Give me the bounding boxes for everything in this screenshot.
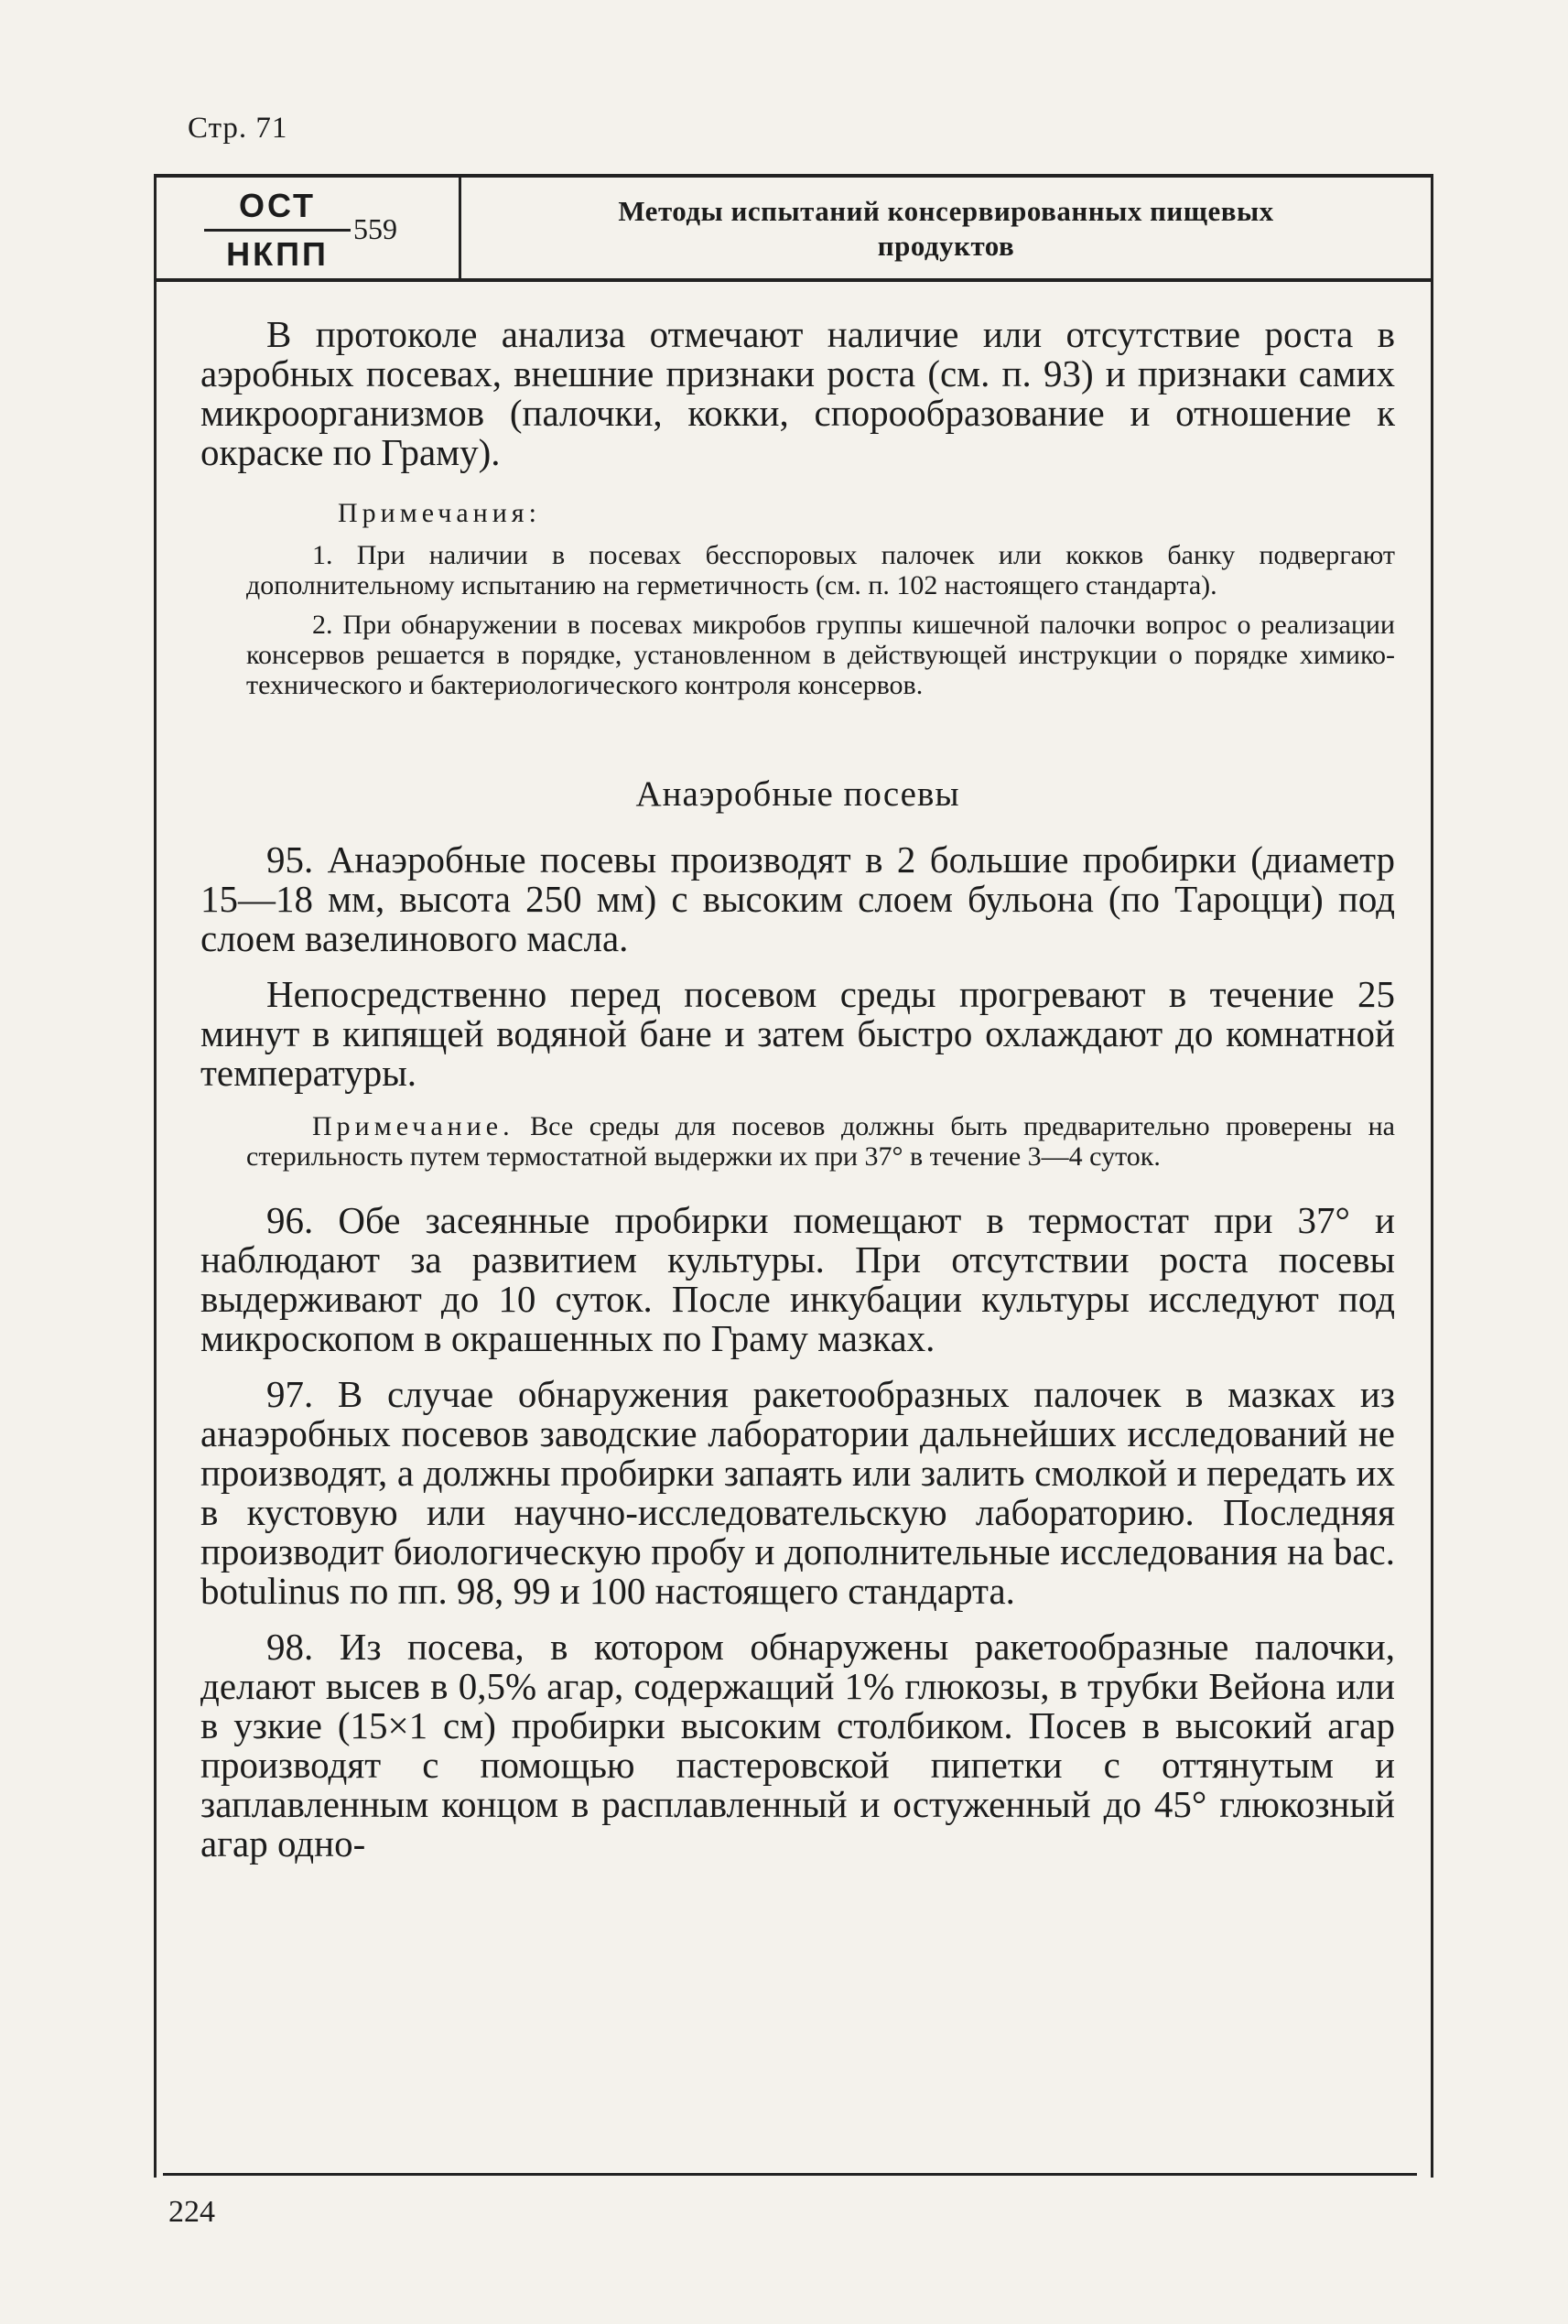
page-content <box>200 315 1395 1864</box>
notes-label: Примечания: <box>338 498 541 528</box>
inline-note-text: Все среды для посевов должны быть предварительно проверены на стерильность путем термостатной выдержки их при 37° в течение 3—4 суток. <box>246 1111 1395 1172</box>
paragraph-97: 97. В случае обнаружения ракетообразных палочек в мазках из анаэробных посевов заводские лаборатории дальнейших исследований не производят, а должны пробирки запаять или залить смолкой и передать их в кустовую или научно-исследовательскую лабораторию. Последняя производит биологическую пробу и дополнительные исследования на bac. botulinus по пп. 98, 99 и 100 настоящего стандарта. <box>200 1373 1395 1612</box>
intro-paragraph: В протоколе анализа отмечают наличие или отсутствие роста в аэробных посевах, внешние признаки роста (см. п. 93) и признаки самих микроорганизмов (палочки, кокки, спорообразование и отношение к окраске по Граму). <box>200 313 1395 473</box>
section-heading: Анаэробные посевы <box>635 774 960 814</box>
note-item-1: 1. При наличии в посевах бесспоровых палочек или кокков банку подвергают дополнительному испытанию на герметичность (см. п. 102 настоящего стандарта). <box>246 540 1395 600</box>
page-number: 224 <box>168 2195 215 2229</box>
standard-header <box>157 178 1431 282</box>
standard-code-bottom: НКПП <box>226 235 329 273</box>
bottom-rule <box>163 2173 1417 2176</box>
note-item-2: 2. При обнаружении в посевах микробов группы кишечной палочки вопрос о реализации консервов решается в порядке, установленном в действующей инструкции о порядке химико-технического и бактериологического контроля консервов. <box>246 610 1395 700</box>
paragraph-98: 98. Из посева, в котором обнаружены ракетообразные палочки, делают высев в 0,5% агар, содержащий 1% глюкозы, в трубки Вейона или в узкие (15×1 см) пробирки высоким столбиком. Посев в высокий агар производят с помощью пастеровской пипетки с оттянутым и заплавленным концом в расплавленный и остуженный до 45° глюкозный агар одно- <box>200 1626 1395 1865</box>
standard-code-fraction <box>204 187 351 274</box>
page-reference: Стр. 71 <box>188 112 288 145</box>
inline-note-label: Примечание. <box>312 1111 514 1141</box>
paragraph-95-continued: Непосредственно перед посевом среды прогревают в течение 25 минут в кипящей водяной бане и затем быстро охлаждают до комнатной температуры. <box>200 973 1395 1094</box>
standard-title-line-1: Методы испытаний консервированных пищевых <box>618 195 1274 227</box>
paragraph-96: 96. Обе засеянные пробирки помещают в термостат при 37° и наблюдают за развитием культуры. При отсутствии роста посевы выдерживают до 10 суток. После инкубации культуры исследуют под микроскопом в окрашенных по Граму мазках. <box>200 1199 1395 1359</box>
standard-code-cell <box>157 178 461 278</box>
standard-code-top: ОСТ <box>204 187 351 232</box>
paragraph-95: 95. Анаэробные посевы производят в 2 большие пробирки (диаметр 15—18 мм, высота 250 мм) с высоким слоем бульона (по Тароцци) под слоем вазелинового масла. <box>200 838 1395 959</box>
standard-code-number: 559 <box>353 212 397 245</box>
standard-title-line-2: продуктов <box>877 230 1015 262</box>
page-frame <box>154 174 1433 2178</box>
standard-title <box>461 194 1431 264</box>
inline-note <box>200 1111 1395 1172</box>
